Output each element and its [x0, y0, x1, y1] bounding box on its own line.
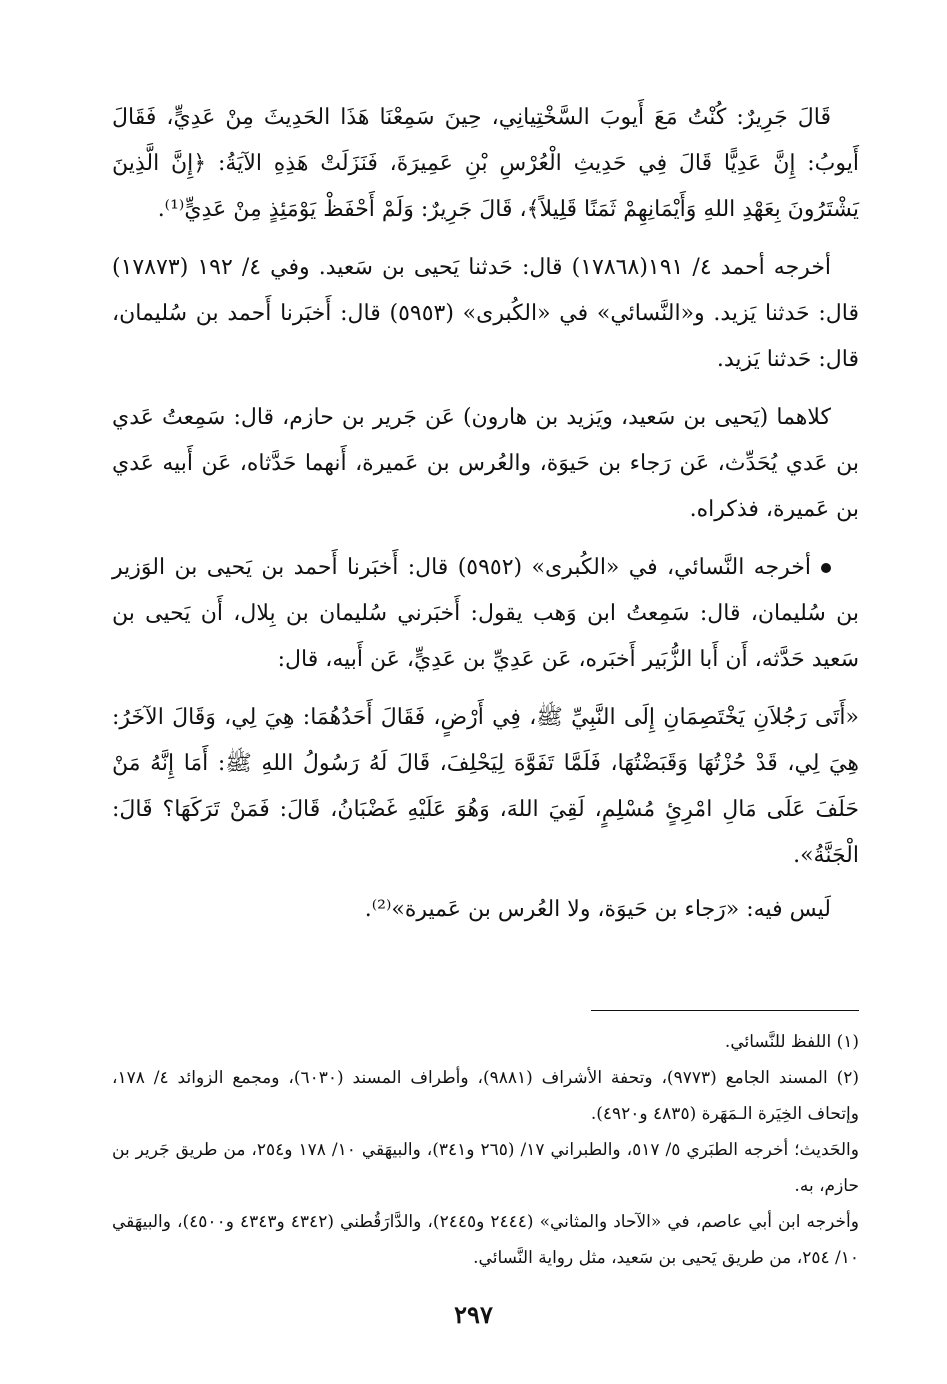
- takhrij-paragraph: أخرجه أحمد ٤/ ١٩١(١٧٨٦٨) قال: حَدثنا يَحيى بن سَعيد. وفي ٤/ ١٩٢ (١٧٨٧٣) قال: حَدثنا يَزيد. و«النَّسائي» في «الكُبرى» (٥٩٥٣) قال: أَخبَرنا أَحمد بن سُليمان، قال: حَدثنا يَزيد.: [112, 255, 860, 372]
- note-paragraph: لَيس فيه: «رَجاء بن حَيوَة، ولا العُرس بن عَميرة»⁽²⁾.: [364, 897, 831, 922]
- footnote-1: (١) اللفظ للنَّسائي.: [724, 1032, 859, 1052]
- footnote-2: (٢) المسند الجامع (٩٧٧٣)، وتحفة الأشراف (٩٨٨١)، وأطراف المسند (٦٠٣٠)، ومجمع الزوائد ٤/ ١٧٨، وإتحاف الخِيَرة الـمَهَرة (٤٨٣٥ و٤٩٢٠).: [112, 1068, 859, 1124]
- bullet-paragraph: [112, 545, 859, 683]
- footnote-2-continuation: وأخرجه ابن أبي عاصم، في «الآحاد والمثاني» (٢٤٤٤ و٢٤٤٥)، والدَّارَقُطني (٤٣٤٢ و٤٣٤٣ و٤٥٠٠)، والبيهَقي ١٠/ ٢٥٤، من طريق يَحيى بن سَعيد، مثل رواية النَّسائي.: [112, 1212, 859, 1268]
- footnotes: [112, 1024, 859, 1276]
- page-number: ٢٩٧: [454, 1300, 493, 1329]
- hadith-text: «أَتَى رَجُلاَنِ يَخْتَصِمَانِ إِلَى النَّبِيِّ ﷺ، فِي أَرْضٍ، فَقَالَ أَحَدُهُمَا: هِيَ لِي، وَقَالَ الآخَرُ: هِيَ لِي، قَدْ حُزْتُهَا وَقَبَضْتُهَا، فَلَمَّا تَفَوَّهَ لِيَحْلِفَ، قَالَ لَهُ رَسُولُ اللهِ ﷺ: أَمَا إِنَّهُ مَنْ حَلَفَ عَلَى مَالِ امْرِئٍ مُسْلِمٍ، لَقِيَ اللهَ، وَهُوَ عَلَيْهِ غَضْبَانُ، قَالَ: فَمَنْ تَرَكَهَا؟ قَالَ: الْجَنَّةُ».: [112, 705, 859, 868]
- footnote-2-continuation: والحَديث؛ أخرجه الطبَري ٥/ ٥١٧، والطبراني ١٧/ (٢٦٥ و٣٤١)، والبيهَقي ١٠/ ١٧٨ و٢٥٤، من طريق جَرير بن حازم، به.: [112, 1140, 859, 1196]
- bullet-icon: [821, 563, 831, 573]
- narration-paragraph: قَالَ جَرِيرٌ: كُنْتُ مَعَ أَيوبَ السَّخْتِيانِي، حِينَ سَمِعْنَا هَذَا الحَدِيثَ مِنْ عَدِيٍّ، فَقَالَ أَيوبُ: إِنَّ عَدِيًّا قَالَ فِي حَدِيثِ الْعُرْسِ بْنِ عَمِيرَةَ، فَنَزَلَتْ هَذِهِ الآيَةُ: ﴿إِنَّ الَّذِينَ يَشْتَرُونَ بِعَهْدِ اللهِ وَأَيْمَانِهِمْ ثَمَنًا قَلِيلاً﴾، قَالَ جَرِيرٌ: وَلَمْ أَحْفَظْ يَوْمَئِذٍ مِنْ عَدِيٍّ⁽¹⁾.: [112, 105, 859, 222]
- main-text: [112, 95, 859, 945]
- isnad-paragraph: كلاهما (يَحيى بن سَعيد، ويَزيد بن هارون) عَن جَرير بن حازم، قال: سَمِعتُ عَدي بن عَدي يُحَدِّث، عَن رَجاء بن حَيوَة، والعُرس بن عَميرة، أَنهما حَدَّثاه، عَن أَبيه عَدي بن عَميرة، فذكراه.: [112, 405, 859, 522]
- bullet-paragraph-text: أخرجه النَّسائي، في «الكُبرى» (٥٩٥٢) قال: أَخبَرنا أَحمد بن يَحيى بن الوَزير بن سُليمان، قال: سَمِعتُ ابن وَهب يقول: أَخبَرني سُليمان بن بِلال، أَن يَحيى بن سَعيد حَدَّثه، أَن أَبا الزُّبَير أَخبَره، عَن عَدِيِّ بن عَدِيٍّ، عَن أَبيه، قال:: [112, 555, 859, 672]
- footnote-separator: [591, 1010, 859, 1011]
